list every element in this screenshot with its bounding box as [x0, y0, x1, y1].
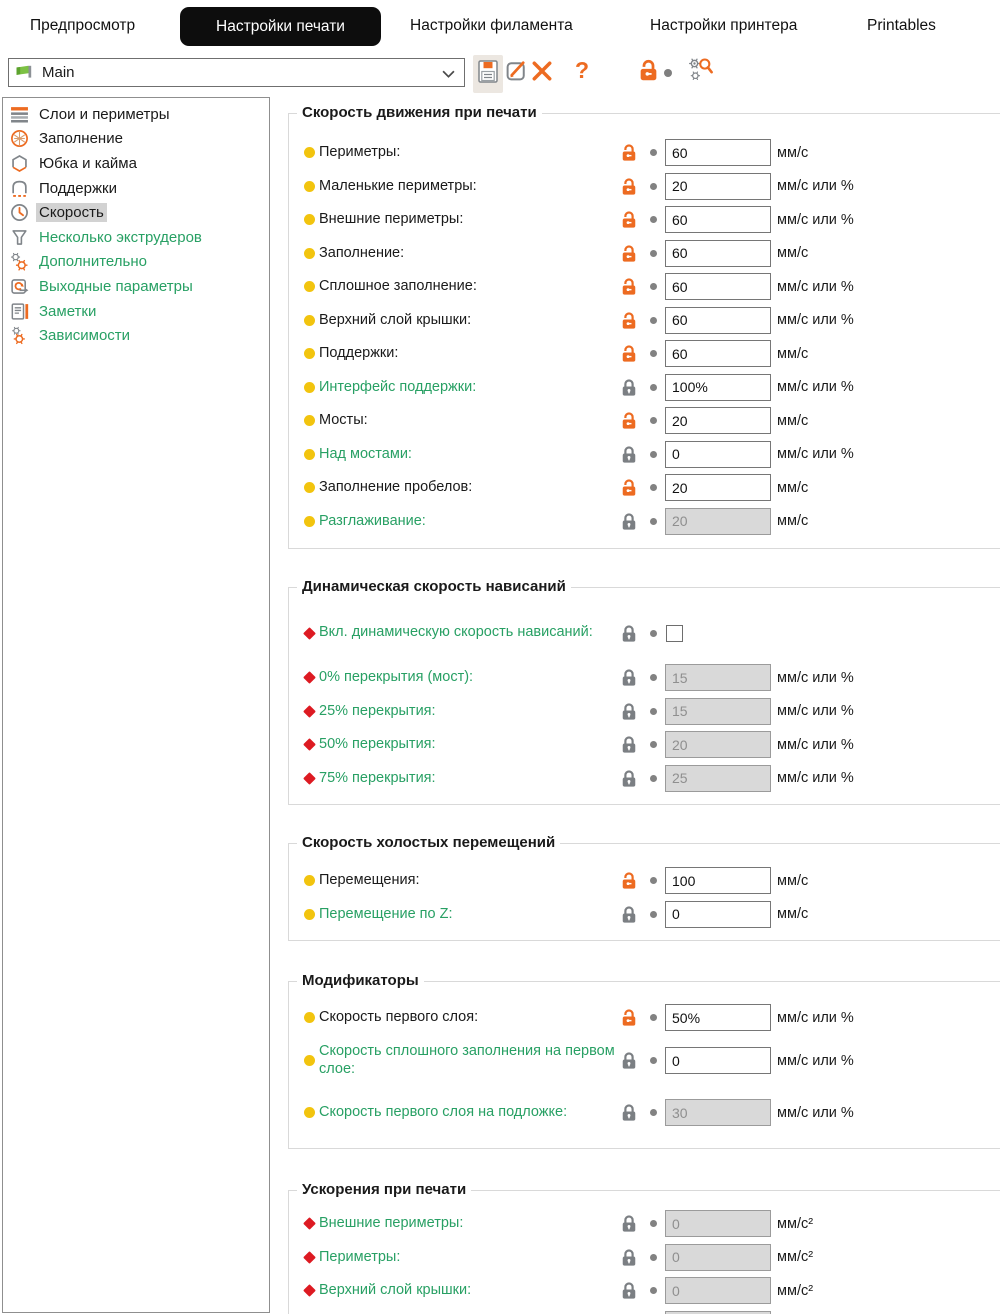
modified-bullet [304, 909, 315, 920]
delete-preset-button[interactable] [531, 60, 553, 82]
unit-label: мм/с или % [777, 703, 854, 720]
unit-label: мм/с или % [777, 178, 854, 195]
setting-input[interactable] [665, 307, 771, 334]
setting-label: Заполнение: [319, 244, 405, 261]
rename-preset-button[interactable] [505, 58, 530, 83]
setting-input[interactable] [665, 901, 771, 928]
setting-row [289, 404, 1000, 438]
revert-dot[interactable] [650, 1254, 657, 1261]
extruders-funnel-icon [10, 228, 29, 247]
sidebar-item-multiple-extruders[interactable] [3, 225, 269, 250]
chevron-down-icon[interactable] [442, 70, 455, 78]
setting-row [289, 1001, 1000, 1035]
setting-label: 25% перекрытия: [319, 702, 436, 719]
dependencies-gears-icon [10, 326, 29, 345]
lock-closed-icon[interactable] [621, 668, 637, 687]
lock-open-button[interactable] [639, 58, 658, 82]
revert-dot[interactable] [650, 708, 657, 715]
sidebar-item-infill[interactable] [3, 127, 269, 152]
setting-input-disabled [665, 1210, 771, 1237]
modified-bullet [304, 348, 315, 359]
setting-label: 0% перекрытия (мост): [319, 669, 474, 686]
revert-dot[interactable] [650, 216, 657, 223]
section-title: Скорость движения при печати [297, 104, 542, 121]
help-button[interactable]: ? [575, 57, 590, 83]
revert-dot[interactable] [650, 1014, 657, 1021]
setting-row [289, 505, 1000, 539]
section-print-speed [288, 104, 1000, 549]
revert-dot[interactable] [650, 1109, 657, 1116]
setting-label: 75% перекрытия: [319, 769, 436, 786]
unit-label: мм/с² [777, 1282, 814, 1299]
setting-row [289, 661, 1000, 695]
modified-bullet [304, 1107, 315, 1118]
search-settings-button[interactable] [688, 57, 714, 83]
unit-label: мм/с или % [777, 312, 854, 329]
section-print-acceleration [288, 1181, 1000, 1314]
revert-dot[interactable] [650, 417, 657, 424]
infill-icon [10, 129, 29, 148]
lock-open-icon[interactable] [621, 244, 637, 263]
revert-dot[interactable] [650, 149, 657, 156]
setting-input-disabled [665, 765, 771, 792]
setting-row [289, 728, 1000, 762]
setting-row [289, 371, 1000, 405]
setting-label: Периметры: [319, 144, 401, 161]
sidebar-item-label: Заметки [39, 302, 97, 320]
setting-row [289, 471, 1000, 505]
setting-input-disabled [665, 698, 771, 725]
unit-label: мм/с или % [777, 1052, 854, 1069]
tab-print-settings[interactable] [180, 7, 381, 46]
modified-bullet [304, 449, 315, 460]
setting-input-disabled [665, 731, 771, 758]
unit-label: мм/с [777, 872, 809, 889]
setting-label: Поддержки: [319, 345, 399, 362]
revert-dot[interactable] [650, 518, 657, 525]
attention-bullet [303, 1284, 316, 1297]
unit-label: мм/с или % [777, 1009, 854, 1026]
setting-row [289, 1087, 1000, 1139]
skirt-brim-icon [10, 154, 29, 173]
output-options-icon [10, 277, 29, 296]
revert-dot[interactable] [650, 775, 657, 782]
sidebar-item-output-options[interactable] [3, 274, 269, 299]
revert-dot[interactable] [650, 484, 657, 491]
lock-open-icon[interactable] [621, 411, 637, 430]
unit-label: мм/с² [777, 1215, 814, 1232]
setting-label: Вкл. динамическую скорость нависаний: [319, 624, 593, 641]
revert-dot[interactable] [650, 674, 657, 681]
unit-label: мм/с или % [777, 379, 854, 396]
modified-bullet [304, 147, 315, 158]
lock-closed-icon[interactable] [621, 702, 637, 721]
lock-closed-icon[interactable] [621, 445, 637, 464]
lock-closed-icon[interactable] [621, 735, 637, 754]
lock-open-icon[interactable] [621, 210, 637, 229]
setting-row [289, 203, 1000, 237]
section-travel-speed [288, 834, 1000, 941]
setting-label: Над мостами: [319, 445, 412, 462]
tab-printables[interactable]: Printables [867, 17, 936, 34]
sidebar-item-label: Выходные параметры [39, 277, 193, 295]
save-preset-button[interactable] [473, 55, 503, 93]
setting-label: Скорость первого слоя на подложке: [319, 1103, 568, 1120]
section-title: Скорость холостых перемещений [297, 834, 560, 851]
sidebar-item-label: Зависимости [39, 327, 131, 345]
setting-input[interactable] [665, 374, 771, 401]
lock-open-icon[interactable] [621, 311, 637, 330]
setting-label: Маленькие периметры: [319, 177, 477, 194]
lock-closed-icon[interactable] [621, 1103, 637, 1122]
lock-open-icon[interactable] [621, 143, 637, 162]
revert-dot[interactable] [650, 250, 657, 257]
sidebar-item-label: Слои и периметры [39, 105, 170, 123]
lock-closed-icon[interactable] [621, 905, 637, 924]
setting-input-disabled [665, 1244, 771, 1271]
setting-row [289, 337, 1000, 371]
setting-input[interactable] [665, 340, 771, 367]
setting-row [289, 1035, 1000, 1087]
supports-icon [10, 179, 29, 198]
lock-closed-icon[interactable] [621, 769, 637, 788]
tab-print-settings-label: Настройки печати [216, 17, 345, 35]
setting-input-disabled [665, 664, 771, 691]
modified-bullet [304, 281, 315, 292]
modified-bullet [304, 248, 315, 259]
unit-label: мм/с [777, 144, 809, 161]
setting-input[interactable] [665, 1004, 771, 1031]
unit-label: мм/с или % [777, 278, 854, 295]
unit-label: мм/с или % [777, 1104, 854, 1121]
revert-dot[interactable] [650, 283, 657, 290]
section-dynamic-overhang-speed [288, 578, 1000, 805]
setting-label: Перемещение по Z: [319, 905, 453, 922]
tab-preview[interactable]: Предпросмотр [30, 17, 136, 34]
setting-row [289, 1207, 1000, 1241]
modified-bullet [304, 1012, 315, 1023]
lock-closed-icon[interactable] [621, 1214, 637, 1233]
setting-label: Внешние периметры: [319, 1215, 464, 1232]
setting-input[interactable] [665, 173, 771, 200]
unit-label: мм/с [777, 412, 809, 429]
attention-bullet [303, 772, 316, 785]
setting-label: Верхний слой крышки: [319, 1282, 472, 1299]
setting-input[interactable] [665, 1047, 771, 1074]
revert-dot[interactable] [650, 1287, 657, 1294]
lock-open-icon[interactable] [621, 1008, 637, 1027]
lock-open-icon[interactable] [621, 478, 637, 497]
revert-dot[interactable] [650, 877, 657, 884]
setting-row [289, 864, 1000, 898]
setting-row-cutoff [289, 1308, 1000, 1314]
setting-row [289, 170, 1000, 204]
sidebar-item-label: Поддержки [39, 179, 117, 197]
revert-dot[interactable] [650, 1220, 657, 1227]
layers-icon [10, 105, 29, 124]
lock-closed-icon[interactable] [621, 1248, 637, 1267]
unit-label: мм/с или % [777, 446, 854, 463]
notes-icon [10, 302, 29, 321]
setting-label: Заполнение пробелов: [319, 479, 473, 496]
setting-label: Интерфейс поддержки: [319, 378, 477, 395]
attention-bullet [303, 627, 316, 640]
setting-label: Скорость сплошного заполнения на первом слое: [319, 1043, 615, 1077]
sidebar-item-speed[interactable] [3, 200, 269, 225]
unit-label: мм/с [777, 513, 809, 530]
setting-row [289, 237, 1000, 271]
attention-bullet [303, 1217, 316, 1230]
revert-dot[interactable] [650, 384, 657, 391]
unit-label: мм/с [777, 906, 809, 923]
settings-category-list [2, 97, 270, 1313]
modified-bullet [304, 315, 315, 326]
sidebar-item-label: Заполнение [39, 130, 123, 148]
section-modifiers [288, 972, 1000, 1149]
attention-bullet [303, 705, 316, 718]
setting-label: Мосты: [319, 412, 368, 429]
sidebar-item-label: Скорость [36, 203, 107, 222]
unit-label: мм/с [777, 245, 809, 262]
setting-label: Внешние периметры: [319, 211, 464, 228]
lock-open-icon[interactable] [621, 177, 637, 196]
unit-label: мм/с [777, 479, 809, 496]
section-title: Модификаторы [297, 972, 424, 989]
modified-bullet [304, 382, 315, 393]
attention-bullet [303, 1251, 316, 1264]
lock-open-icon[interactable] [621, 344, 637, 363]
setting-input[interactable] [665, 407, 771, 434]
setting-row [289, 270, 1000, 304]
unit-label: мм/с или % [777, 736, 854, 753]
lock-open-icon[interactable] [621, 277, 637, 296]
setting-row [289, 605, 1000, 661]
setting-input-disabled [665, 508, 771, 535]
setting-input-disabled [665, 1099, 771, 1126]
setting-row [289, 1241, 1000, 1275]
speed-clock-icon [10, 203, 29, 222]
setting-input[interactable] [665, 273, 771, 300]
setting-label: 50% перекрытия: [319, 736, 436, 753]
section-title: Ускорения при печати [297, 1181, 471, 1198]
section-title: Динамическая скорость нависаний [297, 578, 571, 595]
modified-bullet [304, 875, 315, 886]
lock-closed-icon[interactable] [621, 1281, 637, 1300]
sidebar-item-layers-perimeters[interactable] [3, 102, 269, 127]
modified-bullet [304, 181, 315, 192]
revert-dot[interactable] [650, 911, 657, 918]
lock-closed-icon[interactable] [621, 378, 637, 397]
modified-bullet [304, 214, 315, 225]
save-icon [478, 59, 498, 84]
enable-dynamic-overhang-checkbox[interactable] [666, 625, 683, 642]
setting-label: Сплошное заполнение: [319, 278, 477, 295]
tab-printer-settings[interactable]: Настройки принтера [650, 17, 798, 34]
revert-dot[interactable] [650, 630, 657, 637]
setting-label: Периметры: [319, 1248, 401, 1265]
revert-dot[interactable] [650, 317, 657, 324]
unit-label: мм/с² [777, 1249, 814, 1266]
sidebar-item-label: Юбка и кайма [39, 154, 137, 172]
preset-name: Main [42, 64, 75, 81]
setting-input[interactable] [665, 240, 771, 267]
sidebar-item-label: Дополнительно [39, 253, 147, 271]
setting-row [289, 1274, 1000, 1308]
lock-closed-icon[interactable] [621, 512, 637, 531]
lock-open-icon[interactable] [621, 871, 637, 890]
revert-dot[interactable] [650, 741, 657, 748]
setting-input[interactable] [665, 139, 771, 166]
setting-row [289, 438, 1000, 472]
modified-bullet [304, 516, 315, 527]
attention-bullet [303, 671, 316, 684]
unit-label: мм/с [777, 345, 809, 362]
setting-input[interactable] [665, 867, 771, 894]
setting-label: Скорость первого слоя: [319, 1009, 479, 1026]
revert-dot[interactable] [650, 1057, 657, 1064]
lock-dot [664, 69, 672, 77]
setting-row [289, 762, 1000, 796]
setting-input[interactable] [665, 474, 771, 501]
preset-flag-icon [14, 63, 34, 83]
sidebar-item-supports[interactable] [3, 176, 269, 201]
setting-input[interactable] [665, 206, 771, 233]
setting-row [289, 695, 1000, 729]
revert-dot[interactable] [650, 451, 657, 458]
revert-dot[interactable] [650, 183, 657, 190]
setting-label: Перемещения: [319, 872, 420, 889]
sidebar-item-label: Несколько экструдеров [39, 228, 202, 246]
unit-label: мм/с или % [777, 770, 854, 787]
setting-row [289, 136, 1000, 170]
lock-closed-icon[interactable] [621, 624, 637, 643]
modified-bullet [304, 415, 315, 426]
lock-closed-icon[interactable] [621, 1051, 637, 1070]
setting-input-disabled [665, 1277, 771, 1304]
modified-bullet [304, 482, 315, 493]
gears-icon [10, 252, 29, 271]
sidebar-item-notes[interactable] [3, 299, 269, 324]
setting-label: Разглаживание: [319, 512, 426, 529]
setting-row [289, 898, 1000, 932]
preset-combobox[interactable] [8, 58, 465, 87]
modified-bullet [304, 1055, 315, 1066]
setting-row [289, 304, 1000, 338]
unit-label: мм/с или % [777, 669, 854, 686]
sidebar-item-dependencies[interactable] [3, 323, 269, 348]
tab-filament-settings[interactable]: Настройки филамента [410, 17, 573, 34]
revert-dot[interactable] [650, 350, 657, 357]
sidebar-item-skirt-brim[interactable] [3, 151, 269, 176]
unit-label: мм/с или % [777, 211, 854, 228]
setting-label: Верхний слой крышки: [319, 311, 472, 328]
setting-input[interactable] [665, 441, 771, 468]
attention-bullet [303, 738, 316, 751]
sidebar-item-advanced[interactable] [3, 250, 269, 275]
